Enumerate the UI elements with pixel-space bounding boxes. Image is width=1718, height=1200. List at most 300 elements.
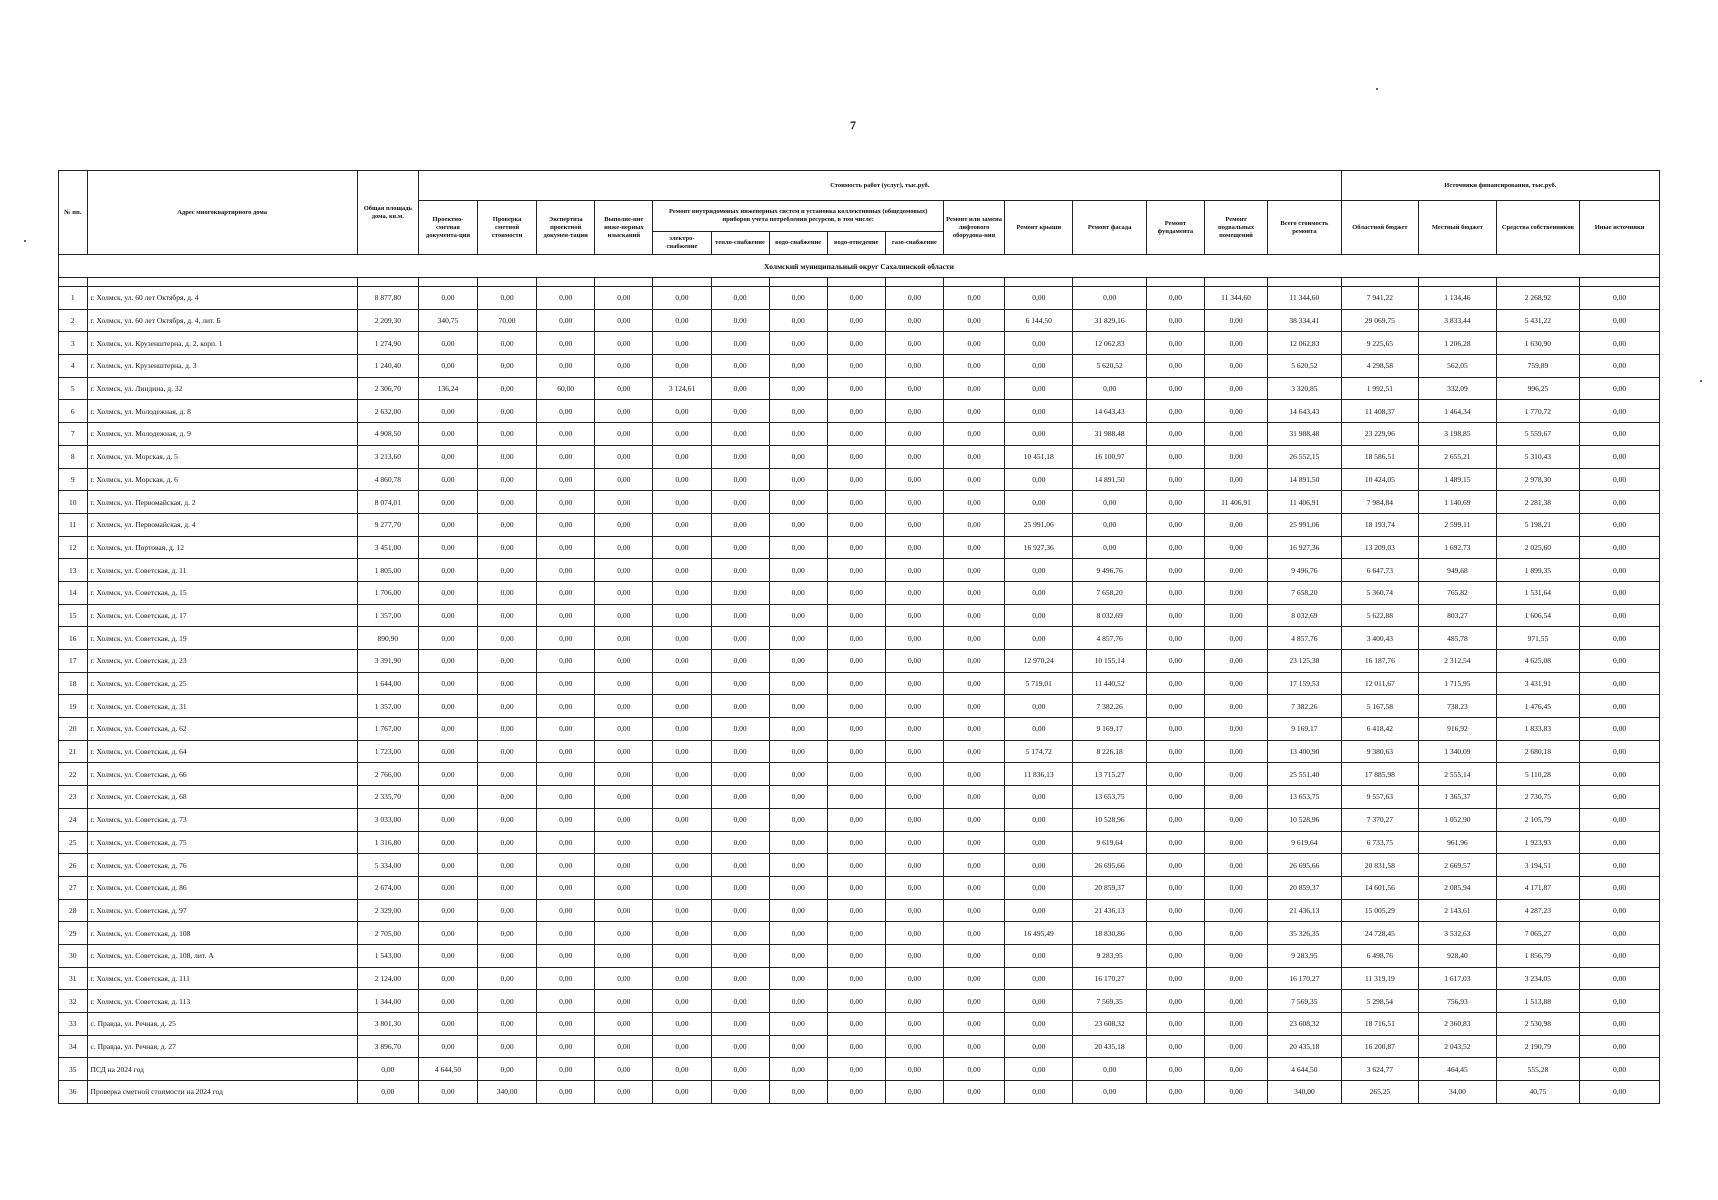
cell-owners: 1 630,90 <box>1496 332 1580 355</box>
cell-facade: 8 226,18 <box>1073 740 1146 763</box>
cell-design: 0,00 <box>418 899 477 922</box>
row-address: г. Холмск, ул. Советская, д. 108 <box>87 922 357 945</box>
cell-sewer: 0,00 <box>827 491 885 514</box>
cell-gas: 0,00 <box>885 287 943 310</box>
cell-other: 0,00 <box>1580 309 1660 332</box>
row-address: с. Правда, ул. Речная, д. 25 <box>87 1013 357 1036</box>
cell-elevator: 0,00 <box>943 1035 1004 1058</box>
cell-water: 0,00 <box>769 763 827 786</box>
row-area: 1 357,00 <box>357 604 418 627</box>
cell-basement: 0,00 <box>1204 650 1267 673</box>
row-area: 2 306,70 <box>357 377 418 400</box>
row-address: г. Холмск, ул. Советская, д. 17 <box>87 604 357 627</box>
cell-other: 0,00 <box>1580 581 1660 604</box>
cell-surveys: 0,00 <box>595 581 653 604</box>
cell-roof: 0,00 <box>1005 854 1073 877</box>
cell-sewer: 0,00 <box>827 423 885 446</box>
header-water: водо-снабжение <box>769 232 827 255</box>
cell-local: 562,05 <box>1419 355 1496 378</box>
cell-expertise: 0,00 <box>537 672 595 695</box>
cell-roof: 0,00 <box>1005 1058 1073 1081</box>
row-number: 25 <box>59 831 88 854</box>
table-row <box>59 332 1660 355</box>
cell-other: 0,00 <box>1580 899 1660 922</box>
table-row <box>59 536 1660 559</box>
cell-total: 17 159,53 <box>1268 672 1342 695</box>
cell-total: 8 032,69 <box>1268 604 1342 627</box>
cell-check: 0,00 <box>478 559 537 582</box>
cell-owners: 1 923,93 <box>1496 831 1580 854</box>
cell-facade: 20 435,18 <box>1073 1035 1146 1058</box>
cell-local: 756,93 <box>1419 990 1496 1013</box>
row-area: 3 896,70 <box>357 1035 418 1058</box>
cell-check: 0,00 <box>478 513 537 536</box>
cell-elevator: 0,00 <box>943 559 1004 582</box>
cell-expertise: 0,00 <box>537 1081 595 1104</box>
cell-design: 0,00 <box>418 740 477 763</box>
cell-foundation: 0,00 <box>1146 876 1204 899</box>
cell-total: 21 436,13 <box>1268 899 1342 922</box>
cell-elevator: 0,00 <box>943 876 1004 899</box>
cell-sewer: 0,00 <box>827 581 885 604</box>
cell-surveys: 0,00 <box>595 740 653 763</box>
cell-local: 2 555,14 <box>1419 763 1496 786</box>
cell-basement: 0,00 <box>1204 1058 1267 1081</box>
cell-owners: 4 625,08 <box>1496 650 1580 673</box>
cell-design: 0,00 <box>418 650 477 673</box>
cell-basement: 0,00 <box>1204 854 1267 877</box>
cell-owners: 5 198,21 <box>1496 513 1580 536</box>
header-basement: Ремонт подвальных помещений <box>1204 201 1267 255</box>
row-address: г. Холмск, ул. Советская, д. 15 <box>87 581 357 604</box>
cell-basement: 0,00 <box>1204 1035 1267 1058</box>
cell-sewer: 0,00 <box>827 332 885 355</box>
row-area: 1 274,90 <box>357 332 418 355</box>
cell-local: 1 692,73 <box>1419 536 1496 559</box>
cell-expertise: 0,00 <box>537 990 595 1013</box>
cell-heat: 0,00 <box>711 763 769 786</box>
row-number: 33 <box>59 1013 88 1036</box>
table-row <box>59 559 1660 582</box>
cell-total: 14 643,43 <box>1268 400 1342 423</box>
cell-regional: 10 424,05 <box>1341 468 1418 491</box>
cell-design: 0,00 <box>418 581 477 604</box>
cell-expertise: 0,00 <box>537 967 595 990</box>
cell-facade: 20 859,37 <box>1073 876 1146 899</box>
cell-other: 0,00 <box>1580 967 1660 990</box>
cell-electro: 0,00 <box>653 672 711 695</box>
cell-elevator: 0,00 <box>943 854 1004 877</box>
table-row <box>59 808 1660 831</box>
cell-local: 2 669,57 <box>1419 854 1496 877</box>
cell-sewer: 0,00 <box>827 854 885 877</box>
row-number: 13 <box>59 559 88 582</box>
row-area: 1 706,00 <box>357 581 418 604</box>
table-row <box>59 1058 1660 1081</box>
row-number: 12 <box>59 536 88 559</box>
cell-owners: 1 856,79 <box>1496 944 1580 967</box>
cell-check: 0,00 <box>478 672 537 695</box>
row-area: 890,90 <box>357 627 418 650</box>
cell-basement: 0,00 <box>1204 763 1267 786</box>
row-address: г. Холмск, ул. Советская, д. 97 <box>87 899 357 922</box>
row-area: 1 316,80 <box>357 831 418 854</box>
cell-foundation: 0,00 <box>1146 559 1204 582</box>
cell-electro: 0,00 <box>653 400 711 423</box>
cell-roof: 0,00 <box>1005 899 1073 922</box>
cell-expertise: 0,00 <box>537 604 595 627</box>
table-row <box>59 1081 1660 1104</box>
cell-water: 0,00 <box>769 786 827 809</box>
cell-other: 0,00 <box>1580 718 1660 741</box>
cell-gas: 0,00 <box>885 1081 943 1104</box>
cell-total: 23 608,32 <box>1268 1013 1342 1036</box>
cell-gas: 0,00 <box>885 650 943 673</box>
cell-local: 1 365,37 <box>1419 786 1496 809</box>
cell-heat: 0,00 <box>711 1035 769 1058</box>
cell-regional: 12 011,67 <box>1341 672 1418 695</box>
cell-water: 0,00 <box>769 377 827 400</box>
cell-owners: 3 234,05 <box>1496 967 1580 990</box>
cell-regional: 11 319,19 <box>1341 967 1418 990</box>
cell-heat: 0,00 <box>711 423 769 446</box>
row-area: 1 723,00 <box>357 740 418 763</box>
cell-sewer: 0,00 <box>827 1081 885 1104</box>
cell-roof: 0,00 <box>1005 332 1073 355</box>
cell-design: 0,00 <box>418 332 477 355</box>
table-body <box>59 255 1660 1104</box>
cell-sewer: 0,00 <box>827 831 885 854</box>
cell-facade: 13 715,27 <box>1073 763 1146 786</box>
cell-water: 0,00 <box>769 445 827 468</box>
cell-surveys: 0,00 <box>595 309 653 332</box>
cell-water: 0,00 <box>769 1058 827 1081</box>
cell-surveys: 0,00 <box>595 1058 653 1081</box>
cell-foundation: 0,00 <box>1146 1013 1204 1036</box>
cell-sewer: 0,00 <box>827 1013 885 1036</box>
cell-total: 14 891,50 <box>1268 468 1342 491</box>
row-area: 2 674,00 <box>357 876 418 899</box>
cell-other: 0,00 <box>1580 922 1660 945</box>
cell-sewer: 0,00 <box>827 763 885 786</box>
cell-local: 2 143,61 <box>1419 899 1496 922</box>
cell-heat: 0,00 <box>711 559 769 582</box>
cell-facade: 9 169,17 <box>1073 718 1146 741</box>
cell-elevator: 0,00 <box>943 1013 1004 1036</box>
cell-owners: 7 065,27 <box>1496 922 1580 945</box>
header-local: Местный бюджет <box>1419 201 1496 255</box>
row-address: г. Холмск, ул. Первомайская, д. 2 <box>87 491 357 514</box>
cell-total: 38 334,41 <box>1268 309 1342 332</box>
cell-elevator: 0,00 <box>943 990 1004 1013</box>
cell-water: 0,00 <box>769 718 827 741</box>
cell-elevator: 0,00 <box>943 377 1004 400</box>
cell-water: 0,00 <box>769 990 827 1013</box>
cell-expertise: 0,00 <box>537 740 595 763</box>
cell-surveys: 0,00 <box>595 695 653 718</box>
table-row <box>59 287 1660 310</box>
cell-expertise: 0,00 <box>537 854 595 877</box>
row-number: 8 <box>59 445 88 468</box>
cell-total: 23 125,38 <box>1268 650 1342 673</box>
cell-gas: 0,00 <box>885 559 943 582</box>
cell-surveys: 0,00 <box>595 445 653 468</box>
cell-electro: 0,00 <box>653 695 711 718</box>
cell-total: 4 644,50 <box>1268 1058 1342 1081</box>
cell-sewer: 0,00 <box>827 445 885 468</box>
cell-surveys: 0,00 <box>595 922 653 945</box>
cell-heat: 0,00 <box>711 967 769 990</box>
table-row <box>59 672 1660 695</box>
cell-heat: 0,00 <box>711 513 769 536</box>
cell-total: 12 062,83 <box>1268 332 1342 355</box>
cell-regional: 14 601,56 <box>1341 876 1418 899</box>
cell-local: 928,40 <box>1419 944 1496 967</box>
cell-foundation: 0,00 <box>1146 445 1204 468</box>
row-area: 1 543,00 <box>357 944 418 967</box>
cell-foundation: 0,00 <box>1146 581 1204 604</box>
cell-local: 2 043,52 <box>1419 1035 1496 1058</box>
cell-basement: 0,00 <box>1204 990 1267 1013</box>
cell-foundation: 0,00 <box>1146 1058 1204 1081</box>
row-area: 1 767,00 <box>357 718 418 741</box>
row-number: 29 <box>59 922 88 945</box>
table-row <box>59 400 1660 423</box>
cell-check: 0,00 <box>478 1035 537 1058</box>
cell-electro: 0,00 <box>653 944 711 967</box>
cell-other: 0,00 <box>1580 876 1660 899</box>
header-regional: Областной бюджет <box>1341 201 1418 255</box>
cell-electro: 0,00 <box>653 899 711 922</box>
cell-elevator: 0,00 <box>943 763 1004 786</box>
cell-owners: 3 431,91 <box>1496 672 1580 695</box>
cell-roof: 0,00 <box>1005 876 1073 899</box>
cell-local: 1 715,95 <box>1419 672 1496 695</box>
cell-basement: 0,00 <box>1204 944 1267 967</box>
row-number: 15 <box>59 604 88 627</box>
cell-local: 2 312,54 <box>1419 650 1496 673</box>
cell-local: 2 085,94 <box>1419 876 1496 899</box>
cell-heat: 0,00 <box>711 581 769 604</box>
cell-electro: 0,00 <box>653 740 711 763</box>
cell-design: 0,00 <box>418 604 477 627</box>
cell-sewer: 0,00 <box>827 944 885 967</box>
cell-design: 0,00 <box>418 672 477 695</box>
table-row <box>59 899 1660 922</box>
cell-local: 2 655,21 <box>1419 445 1496 468</box>
cell-total: 340,00 <box>1268 1081 1342 1104</box>
cell-local: 1 206,28 <box>1419 332 1496 355</box>
cell-other: 0,00 <box>1580 377 1660 400</box>
cell-roof: 0,00 <box>1005 559 1073 582</box>
cell-gas: 0,00 <box>885 944 943 967</box>
cell-foundation: 0,00 <box>1146 967 1204 990</box>
cell-regional: 16 187,76 <box>1341 650 1418 673</box>
cell-basement: 0,00 <box>1204 423 1267 446</box>
cell-foundation: 0,00 <box>1146 1081 1204 1104</box>
cell-design: 0,00 <box>418 355 477 378</box>
table-row <box>59 786 1660 809</box>
row-area: 2 329,00 <box>357 899 418 922</box>
cell-water: 0,00 <box>769 967 827 990</box>
cell-total: 11 344,60 <box>1268 287 1342 310</box>
table-row <box>59 831 1660 854</box>
cell-surveys: 0,00 <box>595 944 653 967</box>
header-utilities-group: Ремонт внутридомовых инженерных систем и установка коллективных (общедомовых) приборов учета потребления ресурсов, в том числе: <box>653 201 944 232</box>
cell-other: 0,00 <box>1580 1058 1660 1081</box>
cell-water: 0,00 <box>769 491 827 514</box>
cell-water: 0,00 <box>769 513 827 536</box>
cell-elevator: 0,00 <box>943 355 1004 378</box>
cell-gas: 0,00 <box>885 740 943 763</box>
cell-surveys: 0,00 <box>595 559 653 582</box>
cell-sewer: 0,00 <box>827 876 885 899</box>
table-row <box>59 718 1660 741</box>
cell-surveys: 0,00 <box>595 423 653 446</box>
cell-facade: 7 658,20 <box>1073 581 1146 604</box>
cell-surveys: 0,00 <box>595 627 653 650</box>
row-number: 21 <box>59 740 88 763</box>
cell-gas: 0,00 <box>885 876 943 899</box>
cell-sewer: 0,00 <box>827 287 885 310</box>
cell-water: 0,00 <box>769 559 827 582</box>
cell-basement: 0,00 <box>1204 604 1267 627</box>
header-design: Проектно-сметная документа-ция <box>418 201 477 255</box>
cell-check: 0,00 <box>478 1058 537 1081</box>
cell-design: 0,00 <box>418 287 477 310</box>
cell-foundation: 0,00 <box>1146 309 1204 332</box>
cell-total: 7 658,20 <box>1268 581 1342 604</box>
page-number: 7 <box>850 118 856 132</box>
row-number: 34 <box>59 1035 88 1058</box>
row-area: 0,00 <box>357 1058 418 1081</box>
cell-other: 0,00 <box>1580 1035 1660 1058</box>
cell-sewer: 0,00 <box>827 627 885 650</box>
cell-local: 1 617,03 <box>1419 967 1496 990</box>
row-number: 27 <box>59 876 88 899</box>
row-address: г. Холмск, ул. Советская, д. 62 <box>87 718 357 741</box>
row-number: 17 <box>59 650 88 673</box>
cell-heat: 0,00 <box>711 990 769 1013</box>
table-row <box>59 377 1660 400</box>
cell-local: 1 464,34 <box>1419 400 1496 423</box>
table-row <box>59 763 1660 786</box>
cell-check: 0,00 <box>478 400 537 423</box>
cell-electro: 0,00 <box>653 287 711 310</box>
cell-electro: 0,00 <box>653 355 711 378</box>
cell-sewer: 0,00 <box>827 536 885 559</box>
cell-design: 0,00 <box>418 627 477 650</box>
cell-local: 332,09 <box>1419 377 1496 400</box>
cell-surveys: 0,00 <box>595 763 653 786</box>
cell-regional: 3 624,77 <box>1341 1058 1418 1081</box>
table-row <box>59 695 1660 718</box>
cell-total: 20 435,18 <box>1268 1035 1342 1058</box>
cell-electro: 0,00 <box>653 513 711 536</box>
cell-facade: 14 891,50 <box>1073 468 1146 491</box>
cell-check: 0,00 <box>478 468 537 491</box>
cell-basement: 0,00 <box>1204 740 1267 763</box>
cell-foundation: 0,00 <box>1146 287 1204 310</box>
cell-other: 0,00 <box>1580 990 1660 1013</box>
cell-water: 0,00 <box>769 808 827 831</box>
cell-heat: 0,00 <box>711 491 769 514</box>
cell-local: 2 599,11 <box>1419 513 1496 536</box>
scan-speck <box>24 240 26 242</box>
cell-check: 0,00 <box>478 808 537 831</box>
cell-facade: 11 440,52 <box>1073 672 1146 695</box>
cell-roof: 16 927,36 <box>1005 536 1073 559</box>
cell-total: 9 619,64 <box>1268 831 1342 854</box>
cell-foundation: 0,00 <box>1146 650 1204 673</box>
cell-electro: 0,00 <box>653 627 711 650</box>
cell-design: 0,00 <box>418 513 477 536</box>
cell-owners: 2 025,60 <box>1496 536 1580 559</box>
header-total: Всего стоимость ремонта <box>1268 201 1342 255</box>
cell-owners: 996,25 <box>1496 377 1580 400</box>
cell-elevator: 0,00 <box>943 922 1004 945</box>
cell-sewer: 0,00 <box>827 967 885 990</box>
cell-expertise: 0,00 <box>537 513 595 536</box>
cell-roof: 0,00 <box>1005 967 1073 990</box>
header-electro: электро-снабжение <box>653 232 711 255</box>
cell-basement: 0,00 <box>1204 627 1267 650</box>
cell-total: 10 528,96 <box>1268 808 1342 831</box>
cell-gas: 0,00 <box>885 468 943 491</box>
cell-gas: 0,00 <box>885 604 943 627</box>
cell-other: 0,00 <box>1580 672 1660 695</box>
cell-basement: 0,00 <box>1204 445 1267 468</box>
cell-gas: 0,00 <box>885 854 943 877</box>
row-area: 3 033,00 <box>357 808 418 831</box>
cell-roof: 0,00 <box>1005 627 1073 650</box>
cell-foundation: 0,00 <box>1146 899 1204 922</box>
cell-expertise: 0,00 <box>537 650 595 673</box>
cell-gas: 0,00 <box>885 1035 943 1058</box>
row-address: г. Холмск, ул. Советская, д. 66 <box>87 763 357 786</box>
cell-expertise: 0,00 <box>537 355 595 378</box>
cell-total: 31 988,48 <box>1268 423 1342 446</box>
cell-gas: 0,00 <box>885 400 943 423</box>
cell-roof: 0,00 <box>1005 355 1073 378</box>
cell-other: 0,00 <box>1580 423 1660 446</box>
cell-sewer: 0,00 <box>827 990 885 1013</box>
cell-elevator: 0,00 <box>943 740 1004 763</box>
cell-gas: 0,00 <box>885 990 943 1013</box>
cell-expertise: 0,00 <box>537 581 595 604</box>
cell-electro: 0,00 <box>653 445 711 468</box>
cell-heat: 0,00 <box>711 445 769 468</box>
cell-basement: 0,00 <box>1204 1081 1267 1104</box>
cell-surveys: 0,00 <box>595 377 653 400</box>
cell-foundation: 0,00 <box>1146 695 1204 718</box>
cell-water: 0,00 <box>769 332 827 355</box>
cell-design: 0,00 <box>418 944 477 967</box>
cell-roof: 0,00 <box>1005 944 1073 967</box>
cell-other: 0,00 <box>1580 650 1660 673</box>
cell-roof: 0,00 <box>1005 718 1073 741</box>
header-gas: газо-снабжение <box>885 232 943 255</box>
cell-water: 0,00 <box>769 355 827 378</box>
cell-basement: 0,00 <box>1204 468 1267 491</box>
row-address: г. Холмск, ул. Советская, д. 86 <box>87 876 357 899</box>
cell-electro: 0,00 <box>653 1081 711 1104</box>
row-area: 2 209,30 <box>357 309 418 332</box>
header-elevator: Ремонт или замена лифтового оборудова-ния <box>943 201 1004 255</box>
row-area: 4 908,50 <box>357 423 418 446</box>
cell-gas: 0,00 <box>885 899 943 922</box>
cell-expertise: 0,00 <box>537 468 595 491</box>
